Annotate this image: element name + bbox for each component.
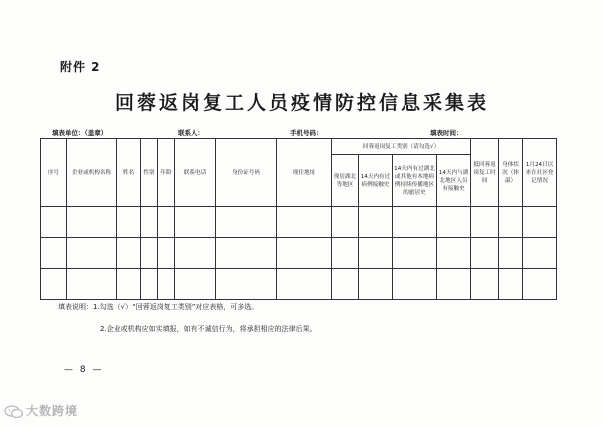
table-cell[interactable] (523, 269, 557, 300)
table-row (41, 238, 557, 269)
meta-date: 填表时间： (430, 129, 463, 137)
header-register: 1月24日以来在社区登记情况 (523, 139, 557, 207)
table-cell[interactable] (158, 238, 175, 269)
table-cell[interactable] (393, 207, 437, 238)
table-cell[interactable] (471, 238, 499, 269)
table-cell[interactable] (277, 238, 332, 269)
table-cell[interactable] (158, 207, 175, 238)
header-age: 年龄 (158, 139, 175, 207)
meta-contact: 联系人： (178, 129, 204, 137)
header-sub-hubei-contact: 14天内与湖北地区人员有接触史 (437, 155, 471, 207)
table-cell[interactable] (117, 207, 141, 238)
table-cell[interactable] (67, 238, 117, 269)
wechat-logo-icon (4, 404, 24, 418)
header-gender: 性别 (141, 139, 158, 207)
table-cell[interactable] (158, 269, 175, 300)
note-instruction-1: 填表说明：1.勾选（√）“回蓉返岗复工类别”对应表格，可多选。 (58, 303, 259, 311)
watermark-text: 大数跨境 (26, 404, 79, 418)
page-number: — 8 — (64, 365, 104, 375)
table-cell[interactable] (437, 207, 471, 238)
table-cell[interactable] (41, 238, 67, 269)
header-return-time: 抵回蓉返岗复工时间 (471, 139, 499, 207)
table-cell[interactable] (117, 238, 141, 269)
table-cell[interactable] (471, 269, 499, 300)
table-row (41, 269, 557, 300)
table-cell[interactable] (141, 207, 158, 238)
table-cell[interactable] (437, 238, 471, 269)
table-cell[interactable] (216, 269, 277, 300)
table-cell[interactable] (117, 269, 141, 300)
table-cell[interactable] (499, 238, 523, 269)
table-cell[interactable] (216, 207, 277, 238)
table-cell[interactable] (332, 207, 359, 238)
header-sub-contact: 14天内有过病例接触史 (359, 155, 393, 207)
table-cell[interactable] (141, 238, 158, 269)
table-cell[interactable] (175, 207, 216, 238)
header-address: 现住地址 (277, 139, 332, 207)
note-instruction-2: 2.企业或机构应如实填报，如有不诚信行为，将承担相应的法律后果。 (100, 325, 317, 333)
header-sub-hubei: 现居湖北等地区 (332, 155, 359, 207)
table-cell[interactable] (523, 238, 557, 269)
header-row-1 (41, 139, 557, 155)
table-cell[interactable] (175, 269, 216, 300)
header-category-group: 回蓉返岗复工类别（请勾选√） (332, 139, 471, 155)
table-cell[interactable] (277, 269, 332, 300)
table-cell[interactable] (499, 207, 523, 238)
table-cell[interactable] (393, 269, 437, 300)
table-cell[interactable] (359, 207, 393, 238)
table-cell[interactable] (437, 269, 471, 300)
table-cell[interactable] (499, 269, 523, 300)
meta-phone: 手机号码： (290, 129, 323, 137)
header-seq: 序号 (41, 139, 67, 207)
info-collection-table (40, 138, 557, 300)
table-cell[interactable] (332, 269, 359, 300)
table-cell[interactable] (523, 207, 557, 238)
header-company: 企业或机构名称 (67, 139, 117, 207)
table-cell[interactable] (332, 238, 359, 269)
header-phone: 联系电话 (175, 139, 216, 207)
header-sub-travel: 14天内有过湖北或其他有本地病例持续传播地区的旅居史 (393, 155, 437, 207)
table-cell[interactable] (67, 207, 117, 238)
header-health: 身体状况（体温） (499, 139, 523, 207)
table-cell[interactable] (41, 207, 67, 238)
meta-unit: 填表单位：（盖章） (52, 129, 108, 137)
table-cell[interactable] (471, 207, 499, 238)
page-title: 回蓉返岗复工人员疫情防控信息采集表 (114, 92, 489, 114)
table-cell[interactable] (277, 207, 332, 238)
watermark (4, 402, 78, 419)
table-cell[interactable] (141, 269, 158, 300)
attachment-label: 附件 2 (60, 60, 101, 74)
table-cell[interactable] (359, 238, 393, 269)
header-name: 姓名 (117, 139, 141, 207)
table-cell[interactable] (216, 238, 277, 269)
table-cell[interactable] (393, 238, 437, 269)
table-cell[interactable] (41, 269, 67, 300)
table-row (41, 207, 557, 238)
table-cell[interactable] (359, 269, 393, 300)
table-cell[interactable] (175, 238, 216, 269)
table-cell[interactable] (67, 269, 117, 300)
header-id: 身份证号码 (216, 139, 277, 207)
